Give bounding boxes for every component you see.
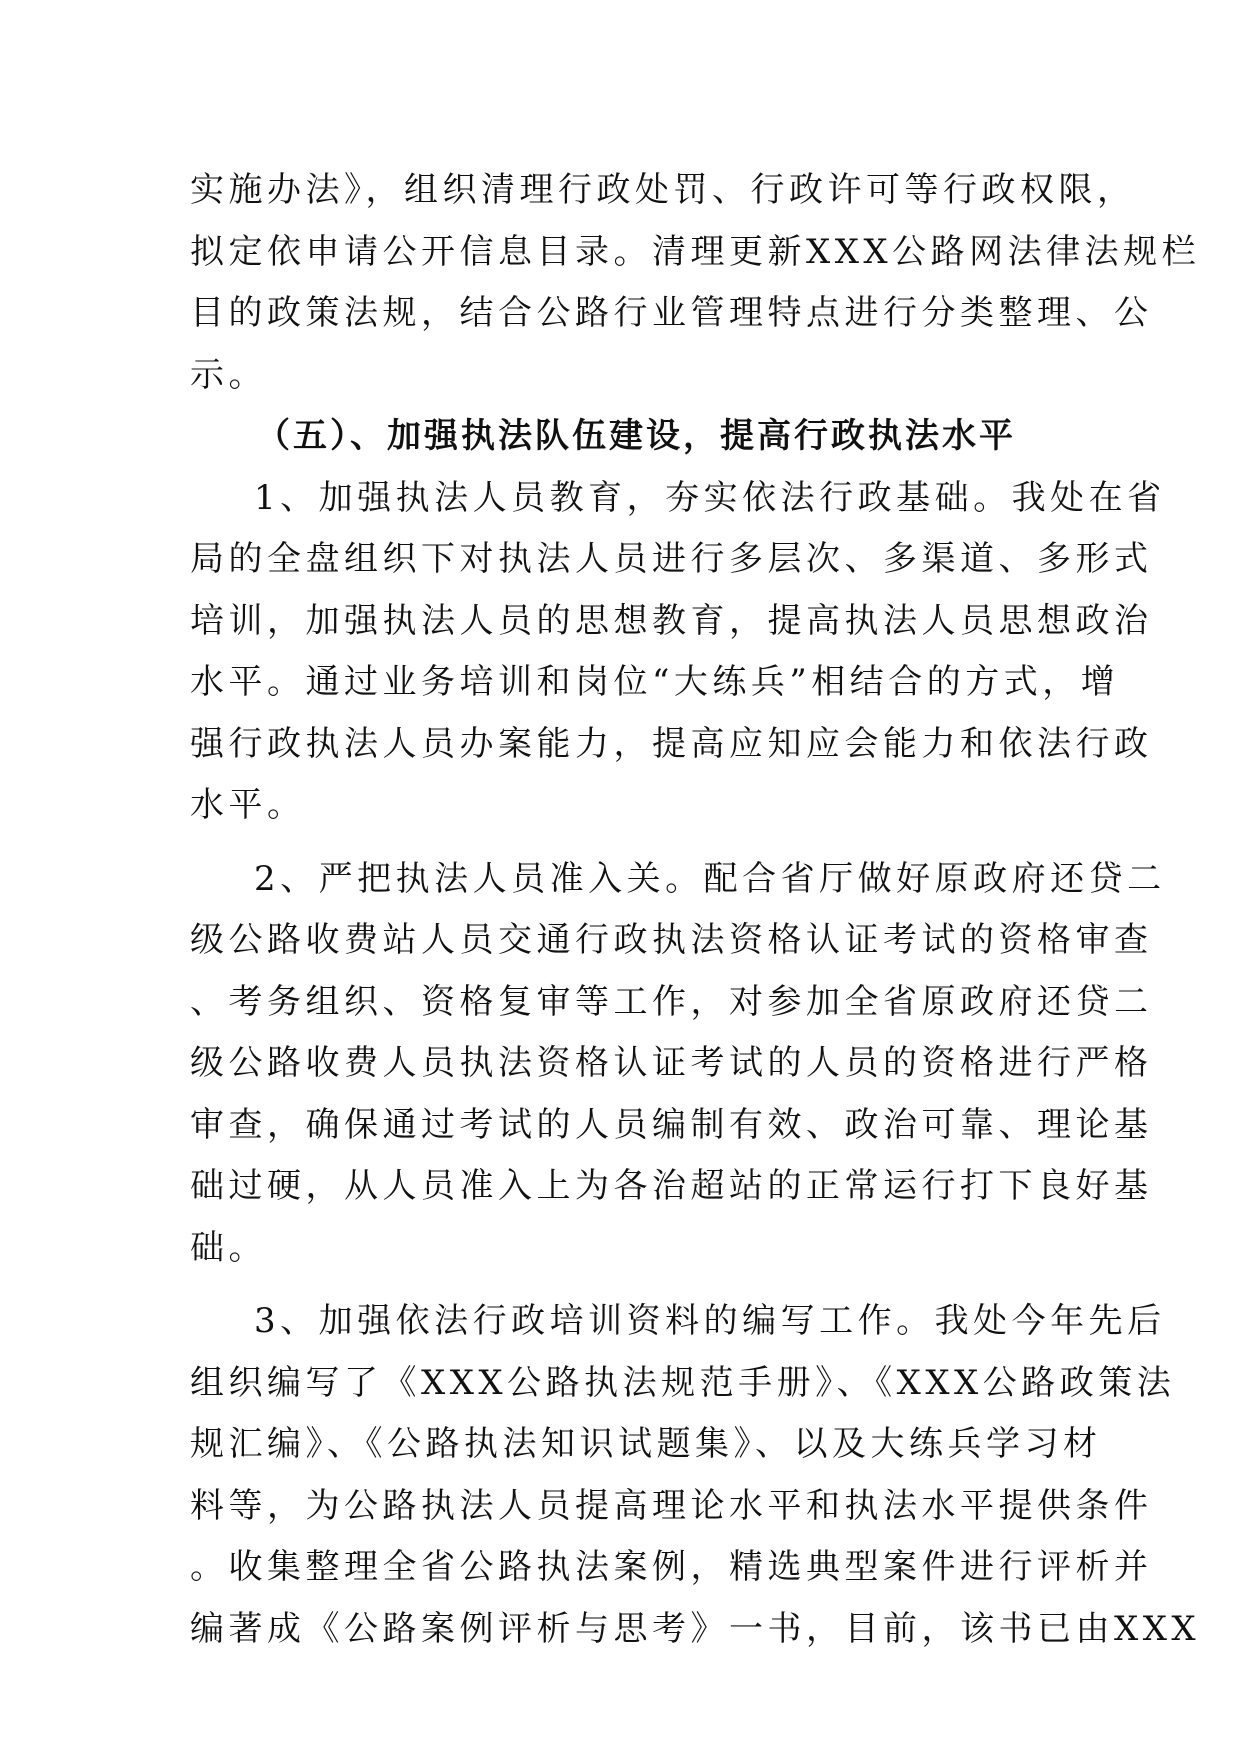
text-line: 强行政执法人员办案能力，提高应知应会能力和依法行政 <box>190 723 1153 764</box>
text-line: 水平。通过业务培训和岗位“大练兵”相结合的方式，增 <box>190 662 1120 702</box>
section-heading-text: （五）、加强执法队伍建设，提高行政执法水平 <box>256 416 1016 456</box>
text-line: 审查，确保通过考试的人员编制有效、政治可靠、理论基 <box>190 1104 1153 1145</box>
text-line: 础过硬，从人员准入上为各治超站的正常运行打下良好基 <box>190 1166 1153 1206</box>
text-line: 级公路收费人员执法资格认证考试的人员的资格进行严格 <box>190 1043 1153 1083</box>
text-line: 培训，加强执法人员的思想教育，提高执法人员思想政治 <box>190 600 1153 641</box>
text-line: 3、加强依法行政培训资料的编写工作。我处今年先后 <box>254 1301 1166 1341</box>
text-line: 编著成《公路案例评析与思考》一书，目前，该书已由XXX <box>190 1608 1201 1649</box>
text-line: 局的全盘组织下对执法人员进行多层次、多渠道、多形式 <box>190 539 1153 579</box>
paragraph-gap <box>190 837 1050 849</box>
section-heading <box>190 406 1050 468</box>
text-line: 2、严把执法人员准入关。配合省厅做好原政府还贷二 <box>254 858 1166 899</box>
paragraph-item-2 <box>190 849 1166 1280</box>
text-line: 实施办法》，组织清理行政处罚、行政许可等行政权限， <box>190 170 1136 210</box>
text-line: 组织编写了《XXX公路执法规范手册》、《XXX公路政策法 <box>190 1362 1176 1403</box>
text-line: 目的政策法规，结合公路行业管理特点进行分类整理、公 <box>190 293 1153 333</box>
text-line: 示。 <box>190 354 267 395</box>
paragraph-continuation <box>190 160 1201 406</box>
text-line: 拟定依申请公开信息目录。清理更新XXX公路网法律法规栏 <box>190 231 1201 272</box>
paragraph-gap <box>190 1279 1050 1291</box>
paragraph-item-3 <box>190 1291 1201 1660</box>
paragraph-item-1 <box>190 468 1166 837</box>
text-line: 础。 <box>190 1227 267 1268</box>
text-line: 料等，为公路执法人员提高理论水平和执法水平提供条件 <box>190 1485 1153 1526</box>
text-line: 水平。 <box>190 785 306 825</box>
text-line: 规汇编》、《公路执法知识试题集》、以及大练兵学习材 <box>190 1424 1102 1464</box>
text-line: 。收集整理全省公路执法案例，精选典型案件进行评析并 <box>190 1547 1153 1587</box>
text-line: 、考务组织、资格复审等工作，对参加全省原政府还贷二 <box>190 981 1153 1022</box>
text-line: 1、加强执法人员教育，夯实依法行政基础。我处在省 <box>254 477 1166 518</box>
document-body <box>190 160 1201 1660</box>
text-line: 级公路收费站人员交通行政执法资格认证考试的资格审查 <box>190 920 1153 960</box>
